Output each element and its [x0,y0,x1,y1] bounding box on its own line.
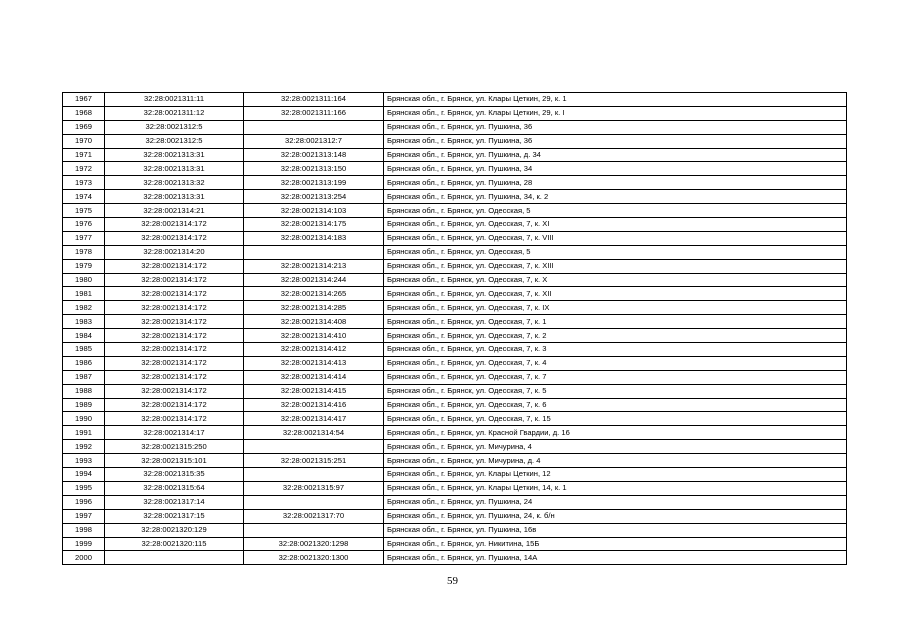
table-row [63,120,847,134]
parcel-number-cell: 32:28:0021314:172 [105,273,244,287]
address-cell: Брянская обл., г. Брянск, ул. Одесская, 7, к. 7 [384,370,847,384]
building-number-cell: 32:28:0021313:254 [244,190,384,204]
building-number-cell: 32:28:0021311:166 [244,106,384,120]
row-number-cell: 1970 [63,134,105,148]
parcel-number-cell: 32:28:0021315:35 [105,468,244,482]
table-row [63,287,847,301]
address-cell: Брянская обл., г. Брянск, ул. Пушкина, 34, к. 2 [384,190,847,204]
address-cell: Брянская обл., г. Брянск, ул. Одесская, 5 [384,204,847,218]
row-number-cell: 2000 [63,551,105,565]
table-row [63,509,847,523]
parcel-number-cell: 32:28:0021314:172 [105,259,244,273]
parcel-number-cell: 32:28:0021313:32 [105,176,244,190]
parcel-number-cell: 32:28:0021320:115 [105,537,244,551]
building-number-cell: 32:28:0021313:150 [244,162,384,176]
table-row [63,495,847,509]
address-cell: Брянская обл., г. Брянск, ул. Одесская, 5 [384,245,847,259]
building-number-cell: 32:28:0021314:54 [244,426,384,440]
address-cell: Брянская обл., г. Брянск, ул. Пушкина, 16в [384,523,847,537]
row-number-cell: 1974 [63,190,105,204]
parcel-number-cell: 32:28:0021314:172 [105,356,244,370]
row-number-cell: 1982 [63,301,105,315]
building-number-cell: 32:28:0021315:97 [244,481,384,495]
building-number-cell [244,495,384,509]
row-number-cell: 1995 [63,481,105,495]
building-number-cell: 32:28:0021313:199 [244,176,384,190]
building-number-cell: 32:28:0021313:148 [244,148,384,162]
building-number-cell: 32:28:0021314:410 [244,329,384,343]
row-number-cell: 1973 [63,176,105,190]
parcel-number-cell: 32:28:0021314:172 [105,301,244,315]
building-number-cell: 32:28:0021320:1298 [244,537,384,551]
address-cell: Брянская обл., г. Брянск, ул. Одесская, 7, к. XIII [384,259,847,273]
table-row [63,551,847,565]
table-row [63,329,847,343]
address-cell: Брянская обл., г. Брянск, ул. Пушкина, 36 [384,134,847,148]
building-number-cell [244,468,384,482]
address-cell: Брянская обл., г. Брянск, ул. Пушкина, 14А [384,551,847,565]
building-number-cell: 32:28:0021314:103 [244,204,384,218]
table-row [63,245,847,259]
parcel-number-cell: 32:28:0021315:101 [105,454,244,468]
building-number-cell: 32:28:0021314:175 [244,218,384,232]
building-number-cell: 32:28:0021320:1300 [244,551,384,565]
building-number-cell [244,245,384,259]
address-cell: Брянская обл., г. Брянск, ул. Клары Цеткин, 29, к. I [384,106,847,120]
address-cell: Брянская обл., г. Брянск, ул. Никитина, 15Б [384,537,847,551]
row-number-cell: 1968 [63,106,105,120]
table-row [63,148,847,162]
table-row [63,106,847,120]
building-number-cell [244,440,384,454]
address-cell: Брянская обл., г. Брянск, ул. Мичурина, д. 4 [384,454,847,468]
page-number: 59 [447,575,458,587]
parcel-number-cell: 32:28:0021314:172 [105,384,244,398]
address-cell: Брянская обл., г. Брянск, ул. Клары Цеткин, 14, к. 1 [384,481,847,495]
table-row [63,231,847,245]
address-cell: Брянская обл., г. Брянск, ул. Одесская, 7, к. XII [384,287,847,301]
parcel-number-cell: 32:28:0021314:172 [105,398,244,412]
address-cell: Брянская обл., г. Брянск, ул. Одесская, 7, к. IX [384,301,847,315]
table-row [63,162,847,176]
address-cell: Брянская обл., г. Брянск, ул. Одесская, 7, к. 3 [384,343,847,357]
building-number-cell: 32:28:0021314:417 [244,412,384,426]
table-row [63,398,847,412]
table-row [63,537,847,551]
row-number-cell: 1996 [63,495,105,509]
table-row [63,454,847,468]
address-cell: Брянская обл., г. Брянск, ул. Одесская, 7, к. 4 [384,356,847,370]
table-row [63,343,847,357]
address-cell: Брянская обл., г. Брянск, ул. Одесская, 7, к. 2 [384,329,847,343]
parcel-number-cell: 32:28:0021320:129 [105,523,244,537]
address-cell: Брянская обл., г. Брянск, ул. Клары Цеткин, 29, к. 1 [384,93,847,107]
row-number-cell: 1984 [63,329,105,343]
building-number-cell: 32:28:0021317:70 [244,509,384,523]
parcel-number-cell: 32:28:0021313:31 [105,190,244,204]
row-number-cell: 1993 [63,454,105,468]
table-row [63,273,847,287]
row-number-cell: 1994 [63,468,105,482]
building-number-cell: 32:28:0021314:412 [244,343,384,357]
parcel-number-cell: 32:28:0021314:172 [105,218,244,232]
building-number-cell: 32:28:0021315:251 [244,454,384,468]
table-row [63,384,847,398]
row-number-cell: 1976 [63,218,105,232]
parcel-number-cell: 32:28:0021311:11 [105,93,244,107]
parcel-number-cell: 32:28:0021314:172 [105,412,244,426]
row-number-cell: 1967 [63,93,105,107]
address-cell: Брянская обл., г. Брянск, ул. Одесская, 7, к. 1 [384,315,847,329]
address-cell: Брянская обл., г. Брянск, ул. Мичурина, 4 [384,440,847,454]
table-row [63,412,847,426]
parcel-number-cell: 32:28:0021314:172 [105,315,244,329]
table-row [63,259,847,273]
building-number-cell: 32:28:0021314:414 [244,370,384,384]
building-number-cell: 32:28:0021314:244 [244,273,384,287]
row-number-cell: 1983 [63,315,105,329]
building-number-cell: 32:28:0021314:408 [244,315,384,329]
table-row [63,370,847,384]
table-row [63,176,847,190]
building-number-cell: 32:28:0021314:285 [244,301,384,315]
row-number-cell: 1980 [63,273,105,287]
row-number-cell: 1977 [63,231,105,245]
parcel-number-cell: 32:28:0021312:5 [105,134,244,148]
row-number-cell: 1989 [63,398,105,412]
table-row [63,93,847,107]
table-row [63,440,847,454]
row-number-cell: 1978 [63,245,105,259]
row-number-cell: 1991 [63,426,105,440]
building-number-cell: 32:28:0021314:416 [244,398,384,412]
address-cell: Брянская обл., г. Брянск, ул. Пушкина, 34 [384,162,847,176]
row-number-cell: 1971 [63,148,105,162]
table-row [63,481,847,495]
row-number-cell: 1992 [63,440,105,454]
building-number-cell: 32:28:0021314:413 [244,356,384,370]
row-number-cell: 1985 [63,343,105,357]
parcel-number-cell: 32:28:0021314:172 [105,370,244,384]
table-body [63,93,847,565]
property-table [62,92,847,565]
building-number-cell [244,523,384,537]
table-row [63,218,847,232]
parcel-number-cell: 32:28:0021314:172 [105,231,244,245]
row-number-cell: 1975 [63,204,105,218]
table-row [63,315,847,329]
building-number-cell: 32:28:0021314:415 [244,384,384,398]
parcel-number-cell: 32:28:0021313:31 [105,162,244,176]
row-number-cell: 1997 [63,509,105,523]
building-number-cell: 32:28:0021314:183 [244,231,384,245]
building-number-cell: 32:28:0021312:7 [244,134,384,148]
building-number-cell [244,120,384,134]
row-number-cell: 1979 [63,259,105,273]
row-number-cell: 1972 [63,162,105,176]
parcel-number-cell: 32:28:0021314:172 [105,287,244,301]
row-number-cell: 1981 [63,287,105,301]
building-number-cell: 32:28:0021314:213 [244,259,384,273]
table-row [63,356,847,370]
row-number-cell: 1986 [63,356,105,370]
table-row [63,134,847,148]
address-cell: Брянская обл., г. Брянск, ул. Пушкина, 28 [384,176,847,190]
address-cell: Брянская обл., г. Брянск, ул. Красной Гвардии, д. 16 [384,426,847,440]
address-cell: Брянская обл., г. Брянск, ул. Одесская, 7, к. VIII [384,231,847,245]
parcel-number-cell: 32:28:0021314:172 [105,343,244,357]
parcel-number-cell: 32:28:0021314:172 [105,329,244,343]
parcel-number-cell: 32:28:0021314:20 [105,245,244,259]
parcel-number-cell: 32:28:0021314:21 [105,204,244,218]
row-number-cell: 1969 [63,120,105,134]
table-row [63,523,847,537]
table-row [63,301,847,315]
parcel-number-cell: 32:28:0021317:15 [105,509,244,523]
parcel-number-cell: 32:28:0021314:17 [105,426,244,440]
row-number-cell: 1988 [63,384,105,398]
row-number-cell: 1987 [63,370,105,384]
building-number-cell: 32:28:0021311:164 [244,93,384,107]
table-row [63,468,847,482]
parcel-number-cell: 32:28:0021311:12 [105,106,244,120]
address-cell: Брянская обл., г. Брянск, ул. Пушкина, 36 [384,120,847,134]
address-cell: Брянская обл., г. Брянск, ул. Пушкина, 24 [384,495,847,509]
address-cell: Брянская обл., г. Брянск, ул. Одесская, 7, к. X [384,273,847,287]
row-number-cell: 1990 [63,412,105,426]
parcel-number-cell: 32:28:0021313:31 [105,148,244,162]
table-row [63,426,847,440]
parcel-number-cell [105,551,244,565]
address-cell: Брянская обл., г. Брянск, ул. Одесская, 7, к. 5 [384,384,847,398]
table-row [63,204,847,218]
row-number-cell: 1998 [63,523,105,537]
table-row [63,190,847,204]
parcel-number-cell: 32:28:0021315:250 [105,440,244,454]
parcel-number-cell: 32:28:0021317:14 [105,495,244,509]
address-cell: Брянская обл., г. Брянск, ул. Пушкина, д. 34 [384,148,847,162]
parcel-number-cell: 32:28:0021312:5 [105,120,244,134]
address-cell: Брянская обл., г. Брянск, ул. Клары Цеткин, 12 [384,468,847,482]
building-number-cell: 32:28:0021314:265 [244,287,384,301]
address-cell: Брянская обл., г. Брянск, ул. Одесская, 7, к. 15 [384,412,847,426]
row-number-cell: 1999 [63,537,105,551]
parcel-number-cell: 32:28:0021315:64 [105,481,244,495]
address-cell: Брянская обл., г. Брянск, ул. Одесская, 7, к. XI [384,218,847,232]
address-cell: Брянская обл., г. Брянск, ул. Одесская, 7, к. 6 [384,398,847,412]
address-cell: Брянская обл., г. Брянск, ул. Пушкина, 24, к. б/н [384,509,847,523]
